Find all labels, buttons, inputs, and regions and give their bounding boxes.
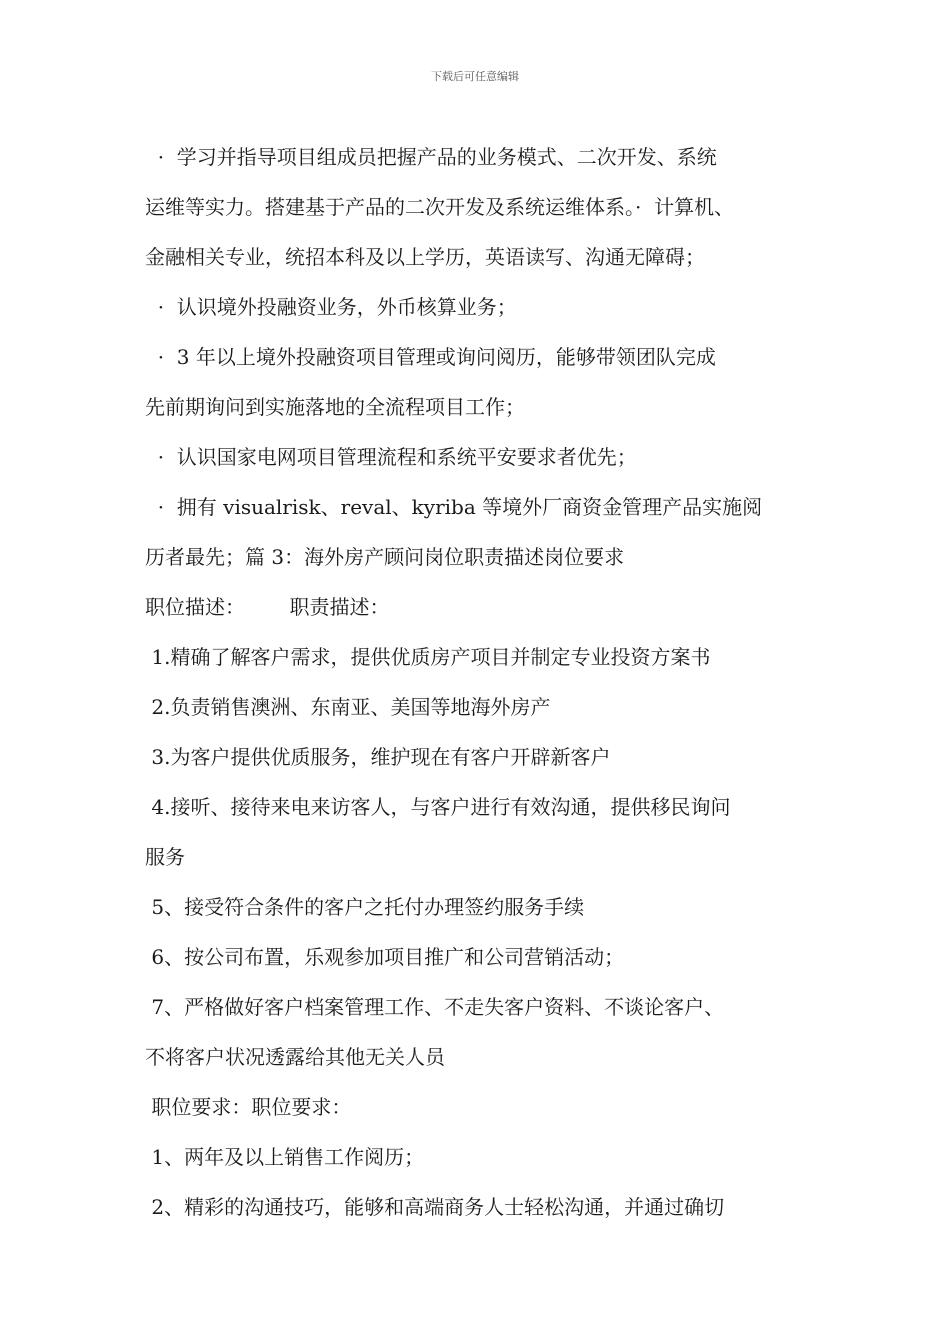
text-line: · 认识国家电网项目管理流程和系统平安要求者优先； (145, 445, 637, 469)
text-line: 3.为客户提供优质服务，维护现在有客户开辟新客户 (145, 745, 611, 769)
text-line: 服务 (145, 845, 185, 869)
text-line: 6、按公司布置，乐观参加项目推广和公司营销活动； (145, 945, 625, 969)
text-line: 金融相关专业，统招本科及以上学历，英语读写、沟通无障碍； (145, 245, 705, 269)
text-line: 7、严格做好客户档案管理工作、不走失客户资料、不谈论客户、 (145, 995, 725, 1019)
document-body (145, 132, 815, 1232)
text-line: 2、精彩的沟通技巧，能够和高端商务人士轻松沟通，并通过确切 (145, 1195, 725, 1219)
text-line: 5、接受符合条件的客户之托付办理签约服务手续 (145, 895, 585, 919)
text-line: · 学习并指导项目组成员把握产品的业务模式、二次开发、系统 (145, 145, 717, 169)
text-line: 1、两年及以上销售工作阅历； (145, 1145, 425, 1169)
text-line: 历者最先；篇 3：海外房产顾问岗位职责描述岗位要求 (145, 545, 625, 569)
text-line: · 3 年以上境外投融资项目管理或询问阅历，能够带领团队完成 (145, 345, 716, 369)
text-line: 职位描述： 职责描述： (145, 595, 390, 619)
text-line: 1.精确了解客户需求，提供优质房产项目并制定专业投资方案书 (145, 645, 711, 669)
text-line: 不将客户状况透露给其他无关人员 (145, 1045, 445, 1069)
text-line: 2.负责销售澳洲、东南亚、美国等地海外房产 (145, 695, 551, 719)
text-line: · 拥有 visualrisk、reval、kyriba 等境外厂商资金管理产品实施阅 (145, 495, 763, 519)
page-header: 下载后可任意编辑 (431, 70, 519, 83)
text-line: 4.接听、接待来电来访客人，与客户进行有效沟通，提供移民询问 (145, 795, 731, 819)
text-line: 职位要求：职位要求： (145, 1095, 352, 1119)
text-line: 运维等实力。搭建基于产品的二次开发及系统运维体系。· 计算机、 (145, 195, 735, 219)
text-line: 先前期询问到实施落地的全流程项目工作； (145, 395, 525, 419)
text-line: · 认识境外投融资业务，外币核算业务； (145, 295, 517, 319)
